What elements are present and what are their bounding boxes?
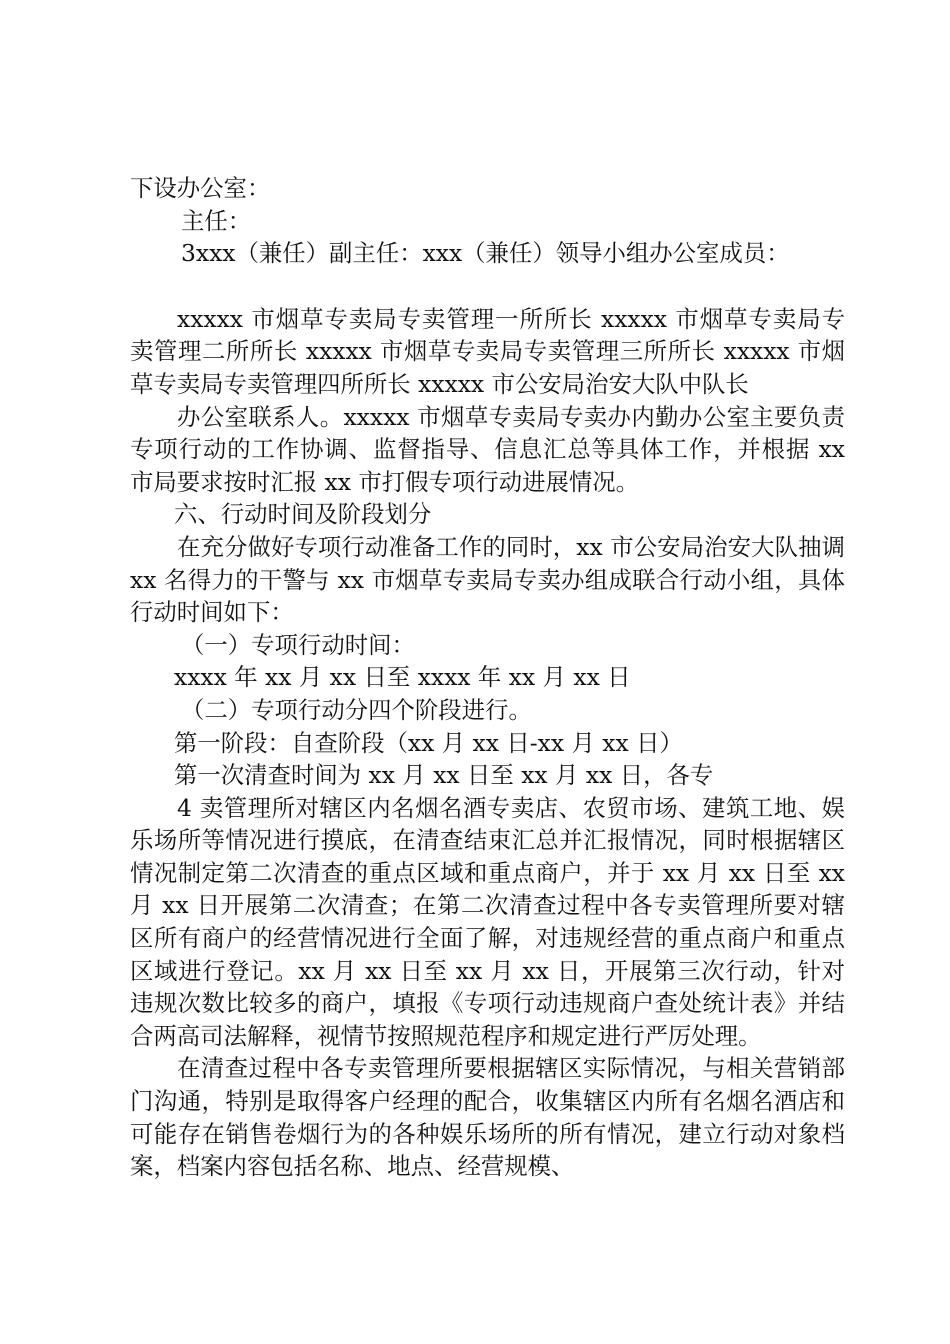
stage-one-heading: 第一阶段：自查阶段（xx 月 xx 日-xx 月 xx 日） (174, 728, 683, 757)
members-paragraph: xxxxx 市烟草专卖局专卖管理一所所长 xxxxx 市烟草专卖局专卖管理二所所长 xxxxx 市烟草专卖局专卖管理三所所长 xxxxx 市烟草专卖局专卖管理四所所长 xxxxx 市公安局治安大队中队长 (130, 304, 845, 398)
archive-paragraph: 在清查过程中各专卖管理所要根据辖区实际情况，与相关营销部门沟通，特别是取得客户经理的配合，收集辖区内所有名烟名酒店和可能存在销售卷烟行为的各种娱乐场所的所有情况，建立行动对象档案，档案内容包括名称、地点、经营规模、 (130, 1054, 845, 1181)
section-six-heading: 六、行动时间及阶段划分 (174, 500, 432, 529)
blank-line (130, 270, 845, 303)
deputy-director-line: 3xxx（兼任）副主任：xxx（兼任）领导小组办公室成员： (181, 239, 790, 268)
joint-team-paragraph: 在充分做好专项行动准备工作的同时，xx 市公安局治安大队抽调 xx 名得力的干警与 xx 市烟草专卖局专卖办组成联合行动小组，具体行动时间如下： (130, 532, 845, 627)
action-date-range: xxxx 年 xx 月 xx 日至 xxxx 年 xx 月 xx 日 (174, 663, 631, 692)
director-line: 主任： (181, 206, 252, 235)
office-heading: 下设办公室： (130, 174, 271, 202)
four-stages-heading: （二）专项行动分四个阶段进行。 (181, 695, 532, 724)
contact-paragraph: 办公室联系人。xxxxx 市烟草专卖局专卖办内勤办公室主要负责专项行动的工作协调、监督指导、信息汇总等具体工作，并根据 xx 市局要求按时汇报 xx 市打假专项行动进展情况。 (130, 402, 845, 496)
action-time-heading: （一）专项行动时间： (181, 630, 415, 659)
document-body (130, 172, 845, 1183)
inspection-paragraph: 4 卖管理所对辖区内名烟名酒专卖店、农贸市场、建筑工地、娱乐场所等情况进行摸底，在清查结束汇总并汇报情况，同时根据辖区情况制定第二次清查的重点区域和重点商户，并于 xx 月 xx 日至 xx 月 xx 日开展第二次清查；在第二次清查过程中各专卖管理所要对辖区所有商户的经营情况进行全面了解，对违规经营的重点商户和重点区域进行登记。xx 月 xx 日至 xx 月 xx 日，开展第三次行动，针对违规次数比较多的商户，填报《专项行动违规商户查处统计表》并结合两高司法解释，视情节按照规范程序和规定进行严厉处理。 (130, 793, 845, 1050)
first-check-line: 第一次清查时间为 xx 月 xx 日至 xx 月 xx 日，各专 (174, 761, 714, 790)
